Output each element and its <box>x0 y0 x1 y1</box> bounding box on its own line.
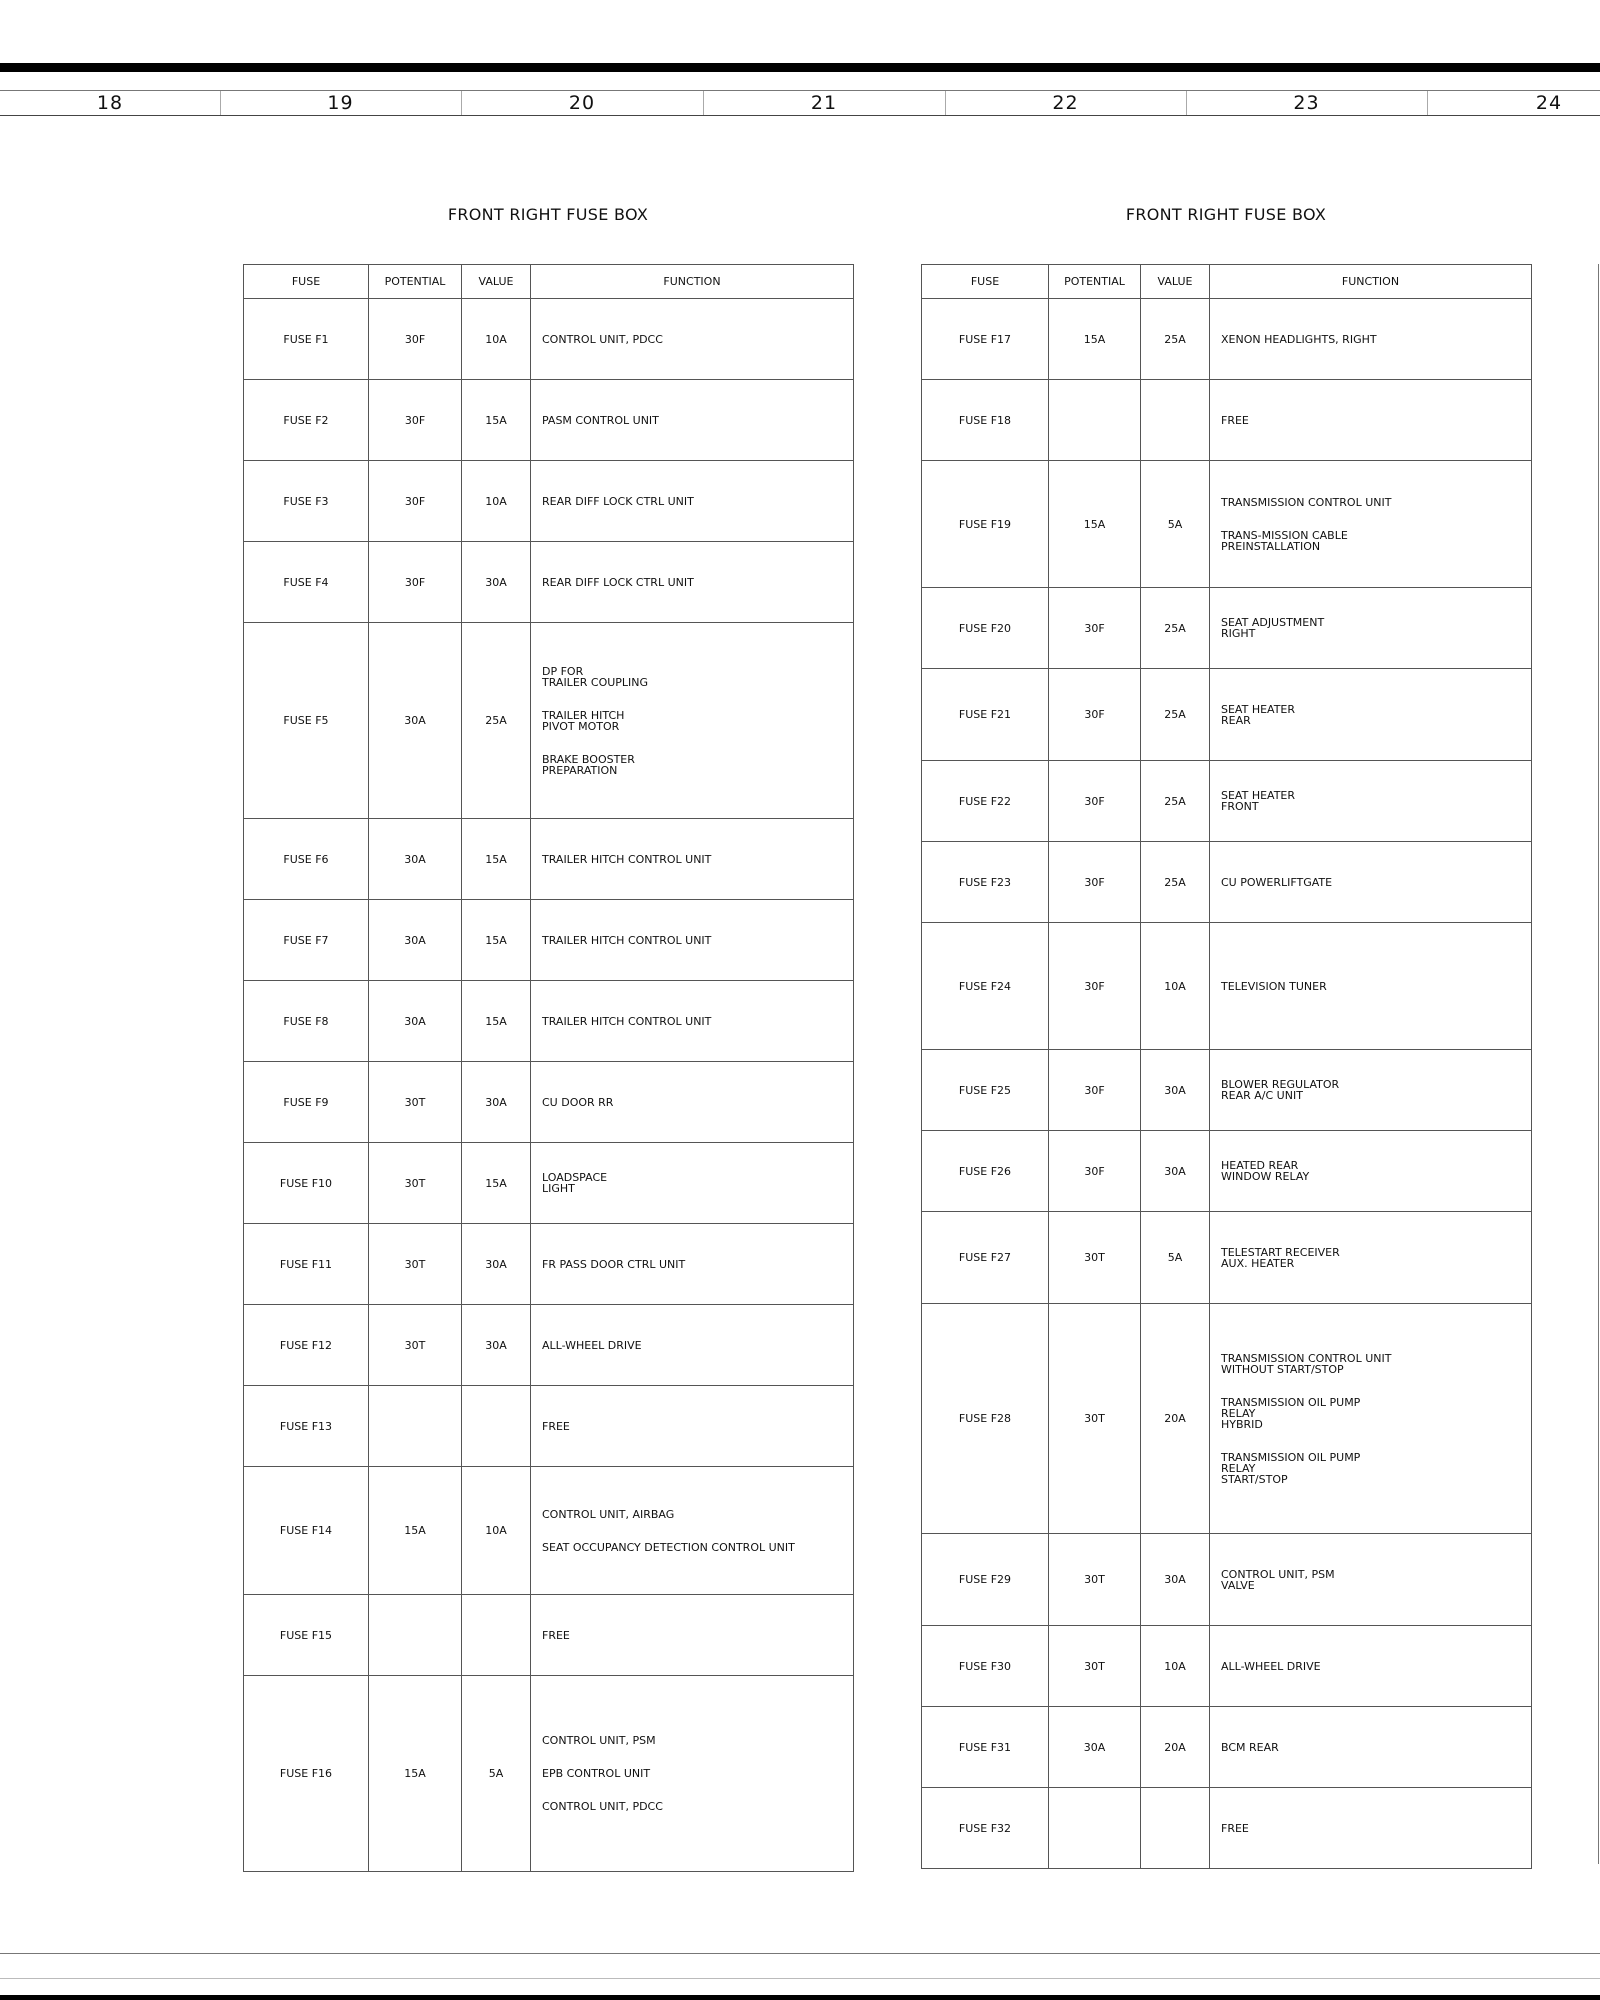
function-text: HEATED REAR WINDOW RELAY <box>1221 1159 1310 1183</box>
ruler-cell-19: 19 <box>327 92 354 114</box>
ruler-cell-21: 21 <box>810 92 838 114</box>
potential-cell: 30T <box>369 1062 462 1143</box>
function-text: PASM CONTROL UNIT <box>542 413 659 427</box>
table-header-row <box>922 265 1532 299</box>
function-cell <box>531 380 854 461</box>
right-panel-title: FRONT RIGHT FUSE BOX <box>1125 205 1327 224</box>
ruler-cell-18: 18 <box>96 92 124 114</box>
table-row <box>244 461 854 542</box>
function-cell <box>531 1305 854 1386</box>
function-text: SEAT ADJUSTMENT RIGHT <box>1221 616 1325 640</box>
potential-cell: 30F <box>1049 923 1141 1050</box>
function-text: BRAKE BOOSTER PREPARATION <box>542 752 635 777</box>
function-text: TRAILER HITCH PIVOT MOTOR <box>542 708 625 733</box>
table-row <box>922 1050 1532 1131</box>
potential-cell: 30F <box>1049 1131 1141 1212</box>
value-cell: 30A <box>462 1062 531 1143</box>
ruler-cell-20: 20 <box>568 92 596 114</box>
function-cell <box>531 1062 854 1143</box>
bottom-border-bar <box>0 1995 1600 2000</box>
function-text: TRANS-MISSION CABLE PREINSTALLATION <box>1221 528 1348 553</box>
value-cell: 30A <box>1141 1050 1210 1131</box>
function-text: FREE <box>542 1628 570 1642</box>
function-text: FREE <box>1221 1821 1249 1835</box>
potential-cell: 30F <box>1049 842 1141 923</box>
top-border-bar <box>0 63 1600 72</box>
fuse-cell: FUSE F13 <box>244 1386 369 1467</box>
fuse-cell: FUSE F3 <box>244 461 369 542</box>
table-row <box>244 1386 854 1467</box>
table-row <box>244 1305 854 1386</box>
potential-cell: 30A <box>369 819 462 900</box>
value-cell: 15A <box>462 819 531 900</box>
value-cell: 5A <box>462 1676 531 1872</box>
function-cell <box>531 981 854 1062</box>
function-text: TRAILER HITCH CONTROL UNIT <box>542 933 712 947</box>
function-cell <box>531 1676 854 1872</box>
value-cell <box>462 1386 531 1467</box>
potential-cell <box>1049 380 1141 461</box>
value-cell: 25A <box>1141 588 1210 669</box>
function-text: TRANSMISSION CONTROL UNIT WITHOUT START/STOP <box>1221 1351 1392 1376</box>
value-cell: 25A <box>1141 761 1210 842</box>
potential-cell: 30A <box>369 981 462 1062</box>
table-row <box>244 299 854 380</box>
function-cell <box>1210 588 1532 669</box>
function-text: SEAT OCCUPANCY DETECTION CONTROL UNIT <box>542 1540 795 1554</box>
potential-cell: 30T <box>369 1224 462 1305</box>
fuse-cell: FUSE F31 <box>922 1707 1049 1788</box>
table-row <box>244 1595 854 1676</box>
fuse-cell: FUSE F21 <box>922 669 1049 761</box>
value-cell: 30A <box>1141 1534 1210 1626</box>
potential-cell <box>1049 1788 1141 1869</box>
potential-cell: 30F <box>1049 761 1141 842</box>
potential-cell: 30T <box>1049 1626 1141 1707</box>
function-text: FR PASS DOOR CTRL UNIT <box>542 1257 686 1271</box>
header-function: FUNCTION <box>1210 265 1532 299</box>
potential-cell: 30F <box>369 461 462 542</box>
table-row <box>922 1304 1532 1534</box>
value-cell: 5A <box>1141 1212 1210 1304</box>
value-cell: 10A <box>462 1467 531 1595</box>
potential-cell: 15A <box>1049 461 1141 588</box>
function-cell <box>1210 461 1532 588</box>
fuse-cell: FUSE F11 <box>244 1224 369 1305</box>
table-row <box>244 1143 854 1224</box>
potential-cell: 30F <box>1049 669 1141 761</box>
header-potential: POTENTIAL <box>369 265 462 299</box>
table-row <box>244 900 854 981</box>
function-text: TRANSMISSION CONTROL UNIT <box>1221 495 1392 509</box>
table-row <box>922 1534 1532 1626</box>
value-cell: 30A <box>462 542 531 623</box>
function-cell <box>1210 1212 1532 1304</box>
function-text: TRAILER HITCH CONTROL UNIT <box>542 1014 712 1028</box>
table-row <box>244 623 854 819</box>
value-cell <box>1141 380 1210 461</box>
fuse-cell: FUSE F28 <box>922 1304 1049 1534</box>
table-row <box>922 842 1532 923</box>
table-row <box>922 461 1532 588</box>
function-cell <box>531 299 854 380</box>
function-text: REAR DIFF LOCK CTRL UNIT <box>542 575 694 589</box>
function-cell <box>531 1386 854 1467</box>
header-function: FUNCTION <box>531 265 854 299</box>
table-row <box>244 542 854 623</box>
value-cell: 25A <box>1141 299 1210 380</box>
function-text: EPB CONTROL UNIT <box>542 1767 651 1780</box>
value-cell: 15A <box>462 900 531 981</box>
function-cell <box>531 1224 854 1305</box>
function-cell <box>1210 299 1532 380</box>
ruler-cell-22: 22 <box>1052 92 1079 114</box>
potential-cell: 30A <box>369 623 462 819</box>
fuse-cell: FUSE F32 <box>922 1788 1049 1869</box>
function-cell <box>1210 669 1532 761</box>
fuse-cell: FUSE F10 <box>244 1143 369 1224</box>
function-text: BLOWER REGULATOR REAR A/C UNIT <box>1221 1078 1340 1102</box>
potential-cell: 30A <box>1049 1707 1141 1788</box>
function-text: DP FOR TRAILER COUPLING <box>542 664 649 689</box>
table-row <box>922 669 1532 761</box>
value-cell: 15A <box>462 380 531 461</box>
value-cell: 10A <box>1141 1626 1210 1707</box>
value-cell: 5A <box>1141 461 1210 588</box>
potential-cell: 15A <box>369 1467 462 1595</box>
function-text: LOADSPACE LIGHT <box>542 1171 608 1195</box>
function-cell <box>531 1595 854 1676</box>
right-fuse-table <box>921 264 1532 1869</box>
function-text: CU POWERLIFTGATE <box>1221 875 1333 889</box>
function-cell <box>1210 380 1532 461</box>
right-table-body <box>922 299 1532 1869</box>
function-text: TRANSMISSION OIL PUMP RELAY HYBRID <box>1221 1395 1361 1431</box>
potential-cell: 30F <box>369 299 462 380</box>
function-text: CONTROL UNIT, AIRBAG <box>542 1507 675 1521</box>
table-row <box>922 299 1532 380</box>
potential-cell: 30T <box>1049 1212 1141 1304</box>
value-cell: 25A <box>462 623 531 819</box>
fuse-cell: FUSE F15 <box>244 1595 369 1676</box>
value-cell: 10A <box>462 461 531 542</box>
fuse-cell: FUSE F18 <box>922 380 1049 461</box>
function-cell <box>531 819 854 900</box>
fuse-cell: FUSE F6 <box>244 819 369 900</box>
function-cell <box>531 1143 854 1224</box>
fuse-cell: FUSE F29 <box>922 1534 1049 1626</box>
header-value: VALUE <box>462 265 531 299</box>
table-row <box>922 923 1532 1050</box>
function-cell <box>1210 923 1532 1050</box>
value-cell: 30A <box>462 1305 531 1386</box>
function-cell <box>1210 842 1532 923</box>
fuse-cell: FUSE F27 <box>922 1212 1049 1304</box>
fuse-cell: FUSE F26 <box>922 1131 1049 1212</box>
table-row <box>922 1626 1532 1707</box>
left-fuse-table <box>243 264 854 1872</box>
function-text: CONTROL UNIT, PDCC <box>542 332 663 346</box>
table-row <box>922 1212 1532 1304</box>
table-header-row <box>244 265 854 299</box>
value-cell: 15A <box>462 981 531 1062</box>
potential-cell <box>369 1595 462 1676</box>
header-fuse: FUSE <box>922 265 1049 299</box>
ruler-cell-24: 24 <box>1535 92 1563 114</box>
table-row <box>922 1707 1532 1788</box>
value-cell: 10A <box>462 299 531 380</box>
function-text: CONTROL UNIT, PDCC <box>542 1800 663 1813</box>
value-cell <box>1141 1788 1210 1869</box>
function-text: CONTROL UNIT, PSM <box>542 1734 656 1747</box>
function-cell <box>1210 1626 1532 1707</box>
function-cell <box>531 461 854 542</box>
value-cell: 25A <box>1141 669 1210 761</box>
value-cell: 30A <box>1141 1131 1210 1212</box>
left-panel-title: FRONT RIGHT FUSE BOX <box>447 205 649 224</box>
potential-cell: 30F <box>1049 1050 1141 1131</box>
header-value: VALUE <box>1141 265 1210 299</box>
function-text: TRAILER HITCH CONTROL UNIT <box>542 852 712 866</box>
function-cell <box>1210 1050 1532 1131</box>
potential-cell: 30T <box>1049 1534 1141 1626</box>
column-ruler <box>0 90 1600 116</box>
table-row <box>244 1062 854 1143</box>
table-row <box>244 1224 854 1305</box>
fuse-cell: FUSE F30 <box>922 1626 1049 1707</box>
potential-cell: 30A <box>369 900 462 981</box>
function-cell <box>531 1467 854 1595</box>
table-row <box>244 981 854 1062</box>
function-cell <box>1210 1304 1532 1534</box>
function-cell <box>1210 761 1532 842</box>
fuse-cell: FUSE F24 <box>922 923 1049 1050</box>
table-row <box>922 380 1532 461</box>
function-cell <box>531 900 854 981</box>
function-text: SEAT HEATER FRONT <box>1221 789 1296 813</box>
fuse-cell: FUSE F14 <box>244 1467 369 1595</box>
potential-cell: 15A <box>1049 299 1141 380</box>
potential-cell: 15A <box>369 1676 462 1872</box>
header-potential: POTENTIAL <box>1049 265 1141 299</box>
fuse-cell: FUSE F25 <box>922 1050 1049 1131</box>
function-text: ALL-WHEEL DRIVE <box>1221 1659 1321 1673</box>
value-cell <box>462 1595 531 1676</box>
function-text: SEAT HEATER REAR <box>1221 702 1296 727</box>
header-fuse: FUSE <box>244 265 369 299</box>
table-row <box>922 1131 1532 1212</box>
fuse-cell: FUSE F17 <box>922 299 1049 380</box>
potential-cell <box>369 1386 462 1467</box>
value-cell: 10A <box>1141 923 1210 1050</box>
fuse-cell: FUSE F5 <box>244 623 369 819</box>
page-edge-line <box>1598 264 1599 1864</box>
value-cell: 15A <box>462 1143 531 1224</box>
fuse-cell: FUSE F7 <box>244 900 369 981</box>
table-row <box>922 1788 1532 1869</box>
fuse-cell: FUSE F12 <box>244 1305 369 1386</box>
table-row <box>244 1676 854 1872</box>
function-text: BCM REAR <box>1221 1740 1279 1754</box>
function-cell <box>531 542 854 623</box>
function-text: TRANSMISSION OIL PUMP RELAY START/STOP <box>1221 1450 1361 1486</box>
table-row <box>922 761 1532 842</box>
table-row <box>244 819 854 900</box>
fuse-cell: FUSE F23 <box>922 842 1049 923</box>
function-cell <box>1210 1131 1532 1212</box>
potential-cell: 30T <box>369 1143 462 1224</box>
left-table-body <box>244 299 854 1872</box>
function-text: CONTROL UNIT, PSM VALVE <box>1221 1567 1335 1592</box>
function-cell <box>1210 1707 1532 1788</box>
function-text: CU DOOR RR <box>542 1095 614 1109</box>
fuse-cell: FUSE F16 <box>244 1676 369 1872</box>
function-cell <box>1210 1788 1532 1869</box>
value-cell: 30A <box>462 1224 531 1305</box>
potential-cell: 30F <box>1049 588 1141 669</box>
function-text: ALL-WHEEL DRIVE <box>542 1338 642 1352</box>
value-cell: 25A <box>1141 842 1210 923</box>
bottom-rule <box>0 1978 1600 1979</box>
value-cell: 20A <box>1141 1304 1210 1534</box>
function-text: TELEVISION TUNER <box>1221 979 1327 993</box>
bottom-rule <box>0 1953 1600 1954</box>
fuse-cell: FUSE F4 <box>244 542 369 623</box>
potential-cell: 30F <box>369 542 462 623</box>
function-text: FREE <box>542 1419 570 1433</box>
potential-cell: 30F <box>369 380 462 461</box>
fuse-cell: FUSE F19 <box>922 461 1049 588</box>
fuse-cell: FUSE F1 <box>244 299 369 380</box>
table-row <box>922 588 1532 669</box>
function-text: XENON HEADLIGHTS, RIGHT <box>1221 332 1377 346</box>
function-text: FREE <box>1221 413 1249 427</box>
table-row <box>244 1467 854 1595</box>
potential-cell: 30T <box>369 1305 462 1386</box>
function-cell <box>531 623 854 819</box>
ruler-cell-23: 23 <box>1293 92 1320 114</box>
fuse-cell: FUSE F22 <box>922 761 1049 842</box>
potential-cell: 30T <box>1049 1304 1141 1534</box>
value-cell: 20A <box>1141 1707 1210 1788</box>
table-row <box>244 380 854 461</box>
function-text: REAR DIFF LOCK CTRL UNIT <box>542 494 694 508</box>
fuse-cell: FUSE F20 <box>922 588 1049 669</box>
function-cell <box>1210 1534 1532 1626</box>
function-text: TELESTART RECEIVER AUX. HEATER <box>1221 1245 1340 1270</box>
fuse-cell: FUSE F8 <box>244 981 369 1062</box>
fuse-cell: FUSE F2 <box>244 380 369 461</box>
fuse-cell: FUSE F9 <box>244 1062 369 1143</box>
